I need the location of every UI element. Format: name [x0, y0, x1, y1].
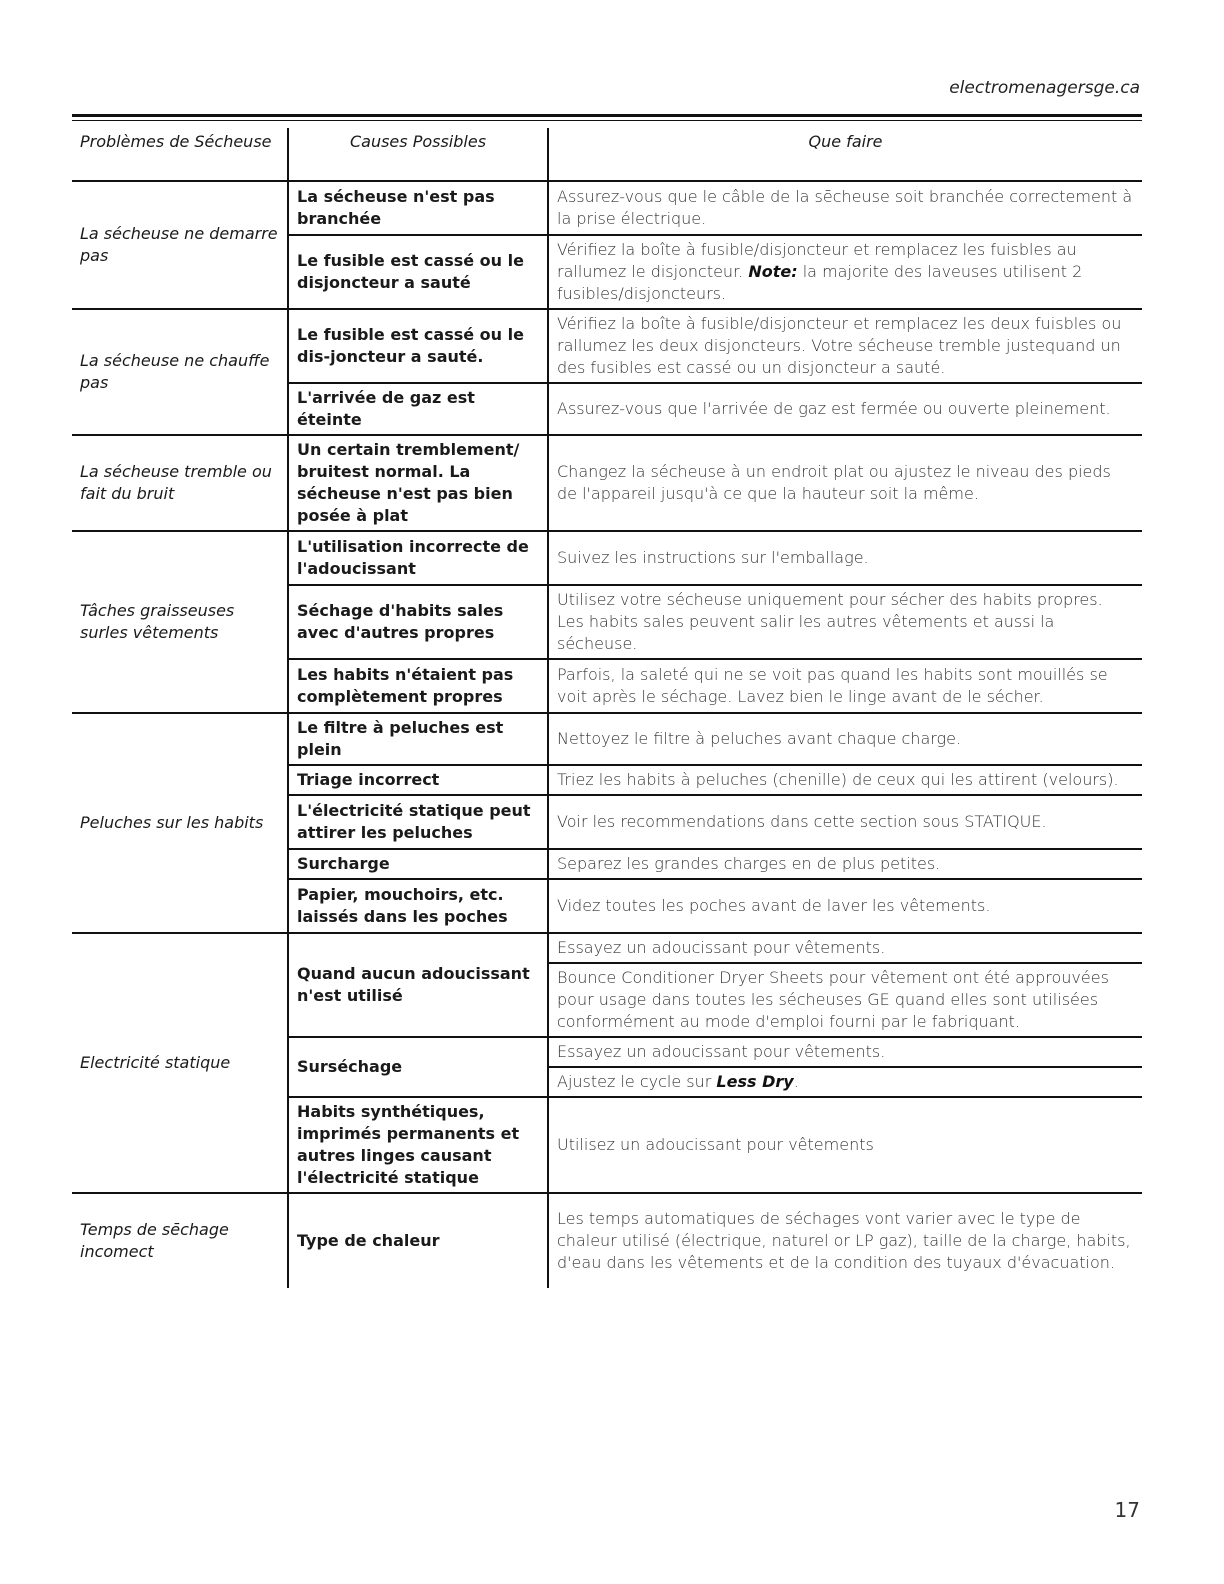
header-problem: Problèmes de Sécheuse — [72, 128, 288, 181]
fix-cell: Triez les habits à peluches (chenille) de ceux qui les attirent (velours). — [548, 765, 1142, 795]
problem-cell: La sécheuse ne demarre pas — [72, 181, 288, 309]
fix-cell: Utilisez votre sécheuse uniquement pour sécher des habits propres. Les habits sales peuvent salir les autres vêtements et aussi la sécheuse. — [548, 585, 1142, 659]
cause-cell: Quand aucun adoucissant n'est utilisé — [288, 933, 548, 1037]
table-row — [72, 181, 1142, 235]
header-fix: Que faire — [548, 128, 1142, 181]
fix-text: . — [793, 1072, 799, 1091]
cause-cell: L'utilisation incorrecte de l'adoucissant — [288, 531, 548, 585]
fix-text: Vérifiez la boîte à fusible/disjoncteur et remplacez les fuisbles au rallumez le disjoncteur. — [557, 240, 1077, 281]
table-header-row — [72, 128, 1142, 181]
fix-cell: Changez la sécheuse à un endroit plat ou ajustez le niveau des pieds de l'appareil jusqu'à ce que la hauteur soit la même. — [548, 435, 1142, 531]
table-row — [72, 933, 1142, 963]
cause-cell: La sécheuse n'est pas branchée — [288, 181, 548, 235]
fix-cell: Separez les grandes charges en de plus petites. — [548, 849, 1142, 879]
fix-text: la majorite des laveuses utilisent 2 fusibles/disjoncteurs. — [557, 262, 1083, 303]
header-cause: Causes Possibles — [288, 128, 548, 181]
fix-cell: Assurez-vous que l'arrivée de gaz est fermée ou ouverte pleinement. — [548, 383, 1142, 435]
table-row — [72, 1193, 1142, 1288]
table-row — [72, 713, 1142, 765]
fix-cell: Bounce Conditioner Dryer Sheets pour vêtement ont été approuvées pour usage dans toutes les sécheuses GE quand elles sont utilisées conformément au mode d'emploi fourni par le fabriquant. — [548, 963, 1142, 1037]
fix-cell: Essayez un adoucissant pour vêtements. — [548, 933, 1142, 963]
fix-cell: Nettoyez le filtre à peluches avant chaque charge. — [548, 713, 1142, 765]
cause-cell: L'électricité statique peut attirer les peluches — [288, 795, 548, 849]
page-number: 17 — [1114, 1498, 1140, 1522]
cause-cell: Un certain tremblement/ bruitest normal. La sécheuse n'est pas bien posée à plat — [288, 435, 548, 531]
table-row — [72, 435, 1142, 531]
cause-cell: Habits synthétiques, imprimés permanents et autres linges causant l'électricité statique — [288, 1097, 548, 1193]
cause-cell: Papier, mouchoirs, etc. laissés dans les poches — [288, 879, 548, 933]
fix-cell: Utilisez un adoucissant pour vêtements — [548, 1097, 1142, 1193]
troubleshooting-table — [72, 128, 1142, 1288]
cause-cell: Triage incorrect — [288, 765, 548, 795]
fix-cell — [548, 1067, 1142, 1097]
fix-cell: Parfois, la saleté qui ne se voit pas quand les habits sont mouillés se voit après le séchage. Lavez bien le linge avant de le sécher. — [548, 659, 1142, 713]
problem-cell: Electricité statique — [72, 933, 288, 1193]
table-row — [72, 309, 1142, 383]
cause-cell: Surséchage — [288, 1037, 548, 1097]
problem-cell: La sécheuse ne chauffe pas — [72, 309, 288, 435]
problem-cell: Peluches sur les habits — [72, 713, 288, 933]
fix-cell: Suivez les instructions sur l'emballage. — [548, 531, 1142, 585]
fix-cell — [548, 235, 1142, 309]
cause-cell: Le fusible est cassé ou le disjoncteur a sauté — [288, 235, 548, 309]
note-label: Note: — [748, 262, 798, 281]
cause-cell: Type de chaleur — [288, 1193, 548, 1288]
problem-cell: Tâches graisseuses surles vêtements — [72, 531, 288, 713]
cause-cell: Le fusible est cassé ou le dis-joncteur a sauté. — [288, 309, 548, 383]
cause-cell: Séchage d'habits sales avec d'autres propres — [288, 585, 548, 659]
fix-cell: Videz toutes les poches avant de laver les vêtements. — [548, 879, 1142, 933]
cause-cell: Surcharge — [288, 849, 548, 879]
cause-cell: L'arrivée de gaz est éteinte — [288, 383, 548, 435]
problem-cell: La sécheuse tremble ou fait du bruit — [72, 435, 288, 531]
fix-cell: Voir les recommendations dans cette section sous STATIQUE. — [548, 795, 1142, 849]
cause-cell: Les habits n'étaient pas complètement propres — [288, 659, 548, 713]
website-url: electromenagersge.ca — [949, 78, 1140, 98]
fix-cell: Essayez un adoucissant pour vêtements. — [548, 1037, 1142, 1067]
cause-cell: Le filtre à peluches est plein — [288, 713, 548, 765]
problem-cell: Temps de sēchage incomect — [80, 1220, 229, 1261]
table-row — [72, 531, 1142, 585]
fix-text: Ajustez le cycle sur — [557, 1072, 717, 1091]
fix-cell: Les temps automatiques de séchages vont varier avec le type de chaleur utilisé (électrique, naturel or LP gaz), taille de la charge, habits, d'eau dans les vêtements et de la condition des tuyaux d'évacuation. — [548, 1193, 1142, 1288]
fix-cell: Vérifiez la boîte à fusible/disjoncteur et remplacez les deux fuisbles ou rallumez les deux disjoncteurs. Votre sécheuse tremble justequand un des fusibles est cassé ou un disjoncteur a sauté. — [548, 309, 1142, 383]
header-rule — [72, 114, 1142, 121]
less-dry-label: Less Dry — [716, 1072, 794, 1091]
fix-cell: Assurez-vous que le câble de la sēcheuse soit branchée correctement à la prise électrique. — [548, 181, 1142, 235]
